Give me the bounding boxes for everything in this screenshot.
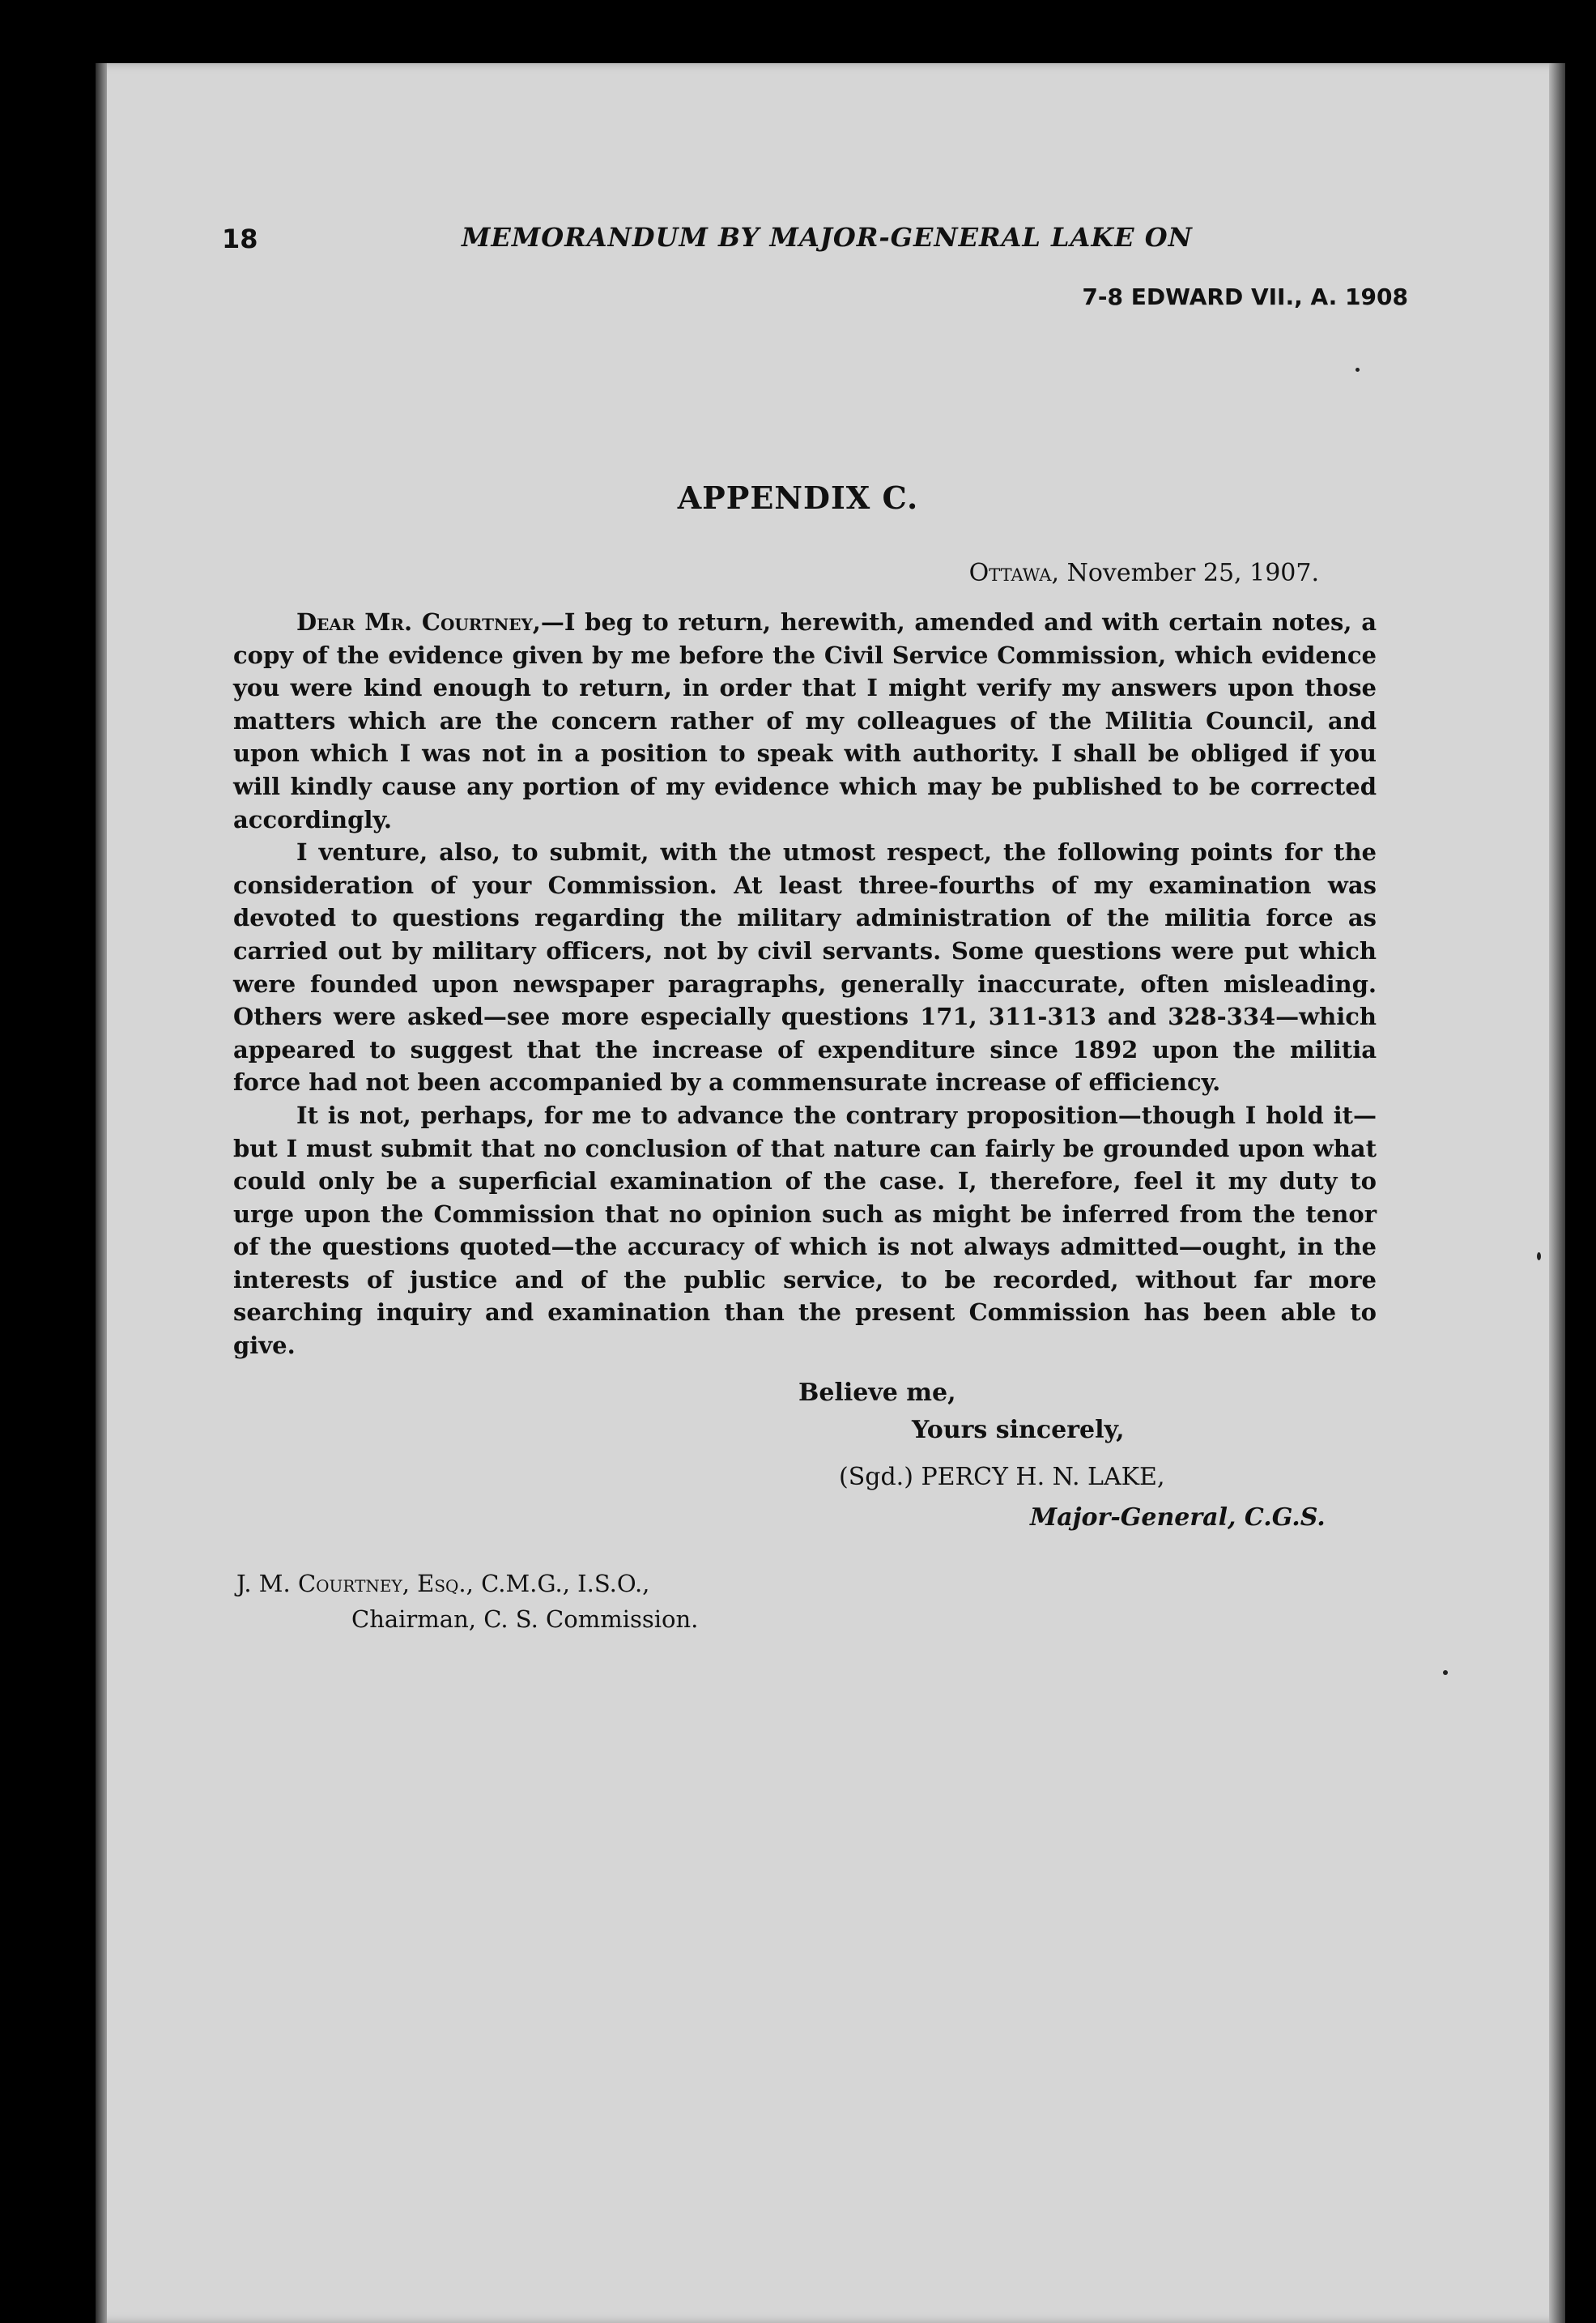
page-number: 18 (222, 224, 258, 254)
running-header-session: 7-8 EDWARD VII., A. 1908 (1082, 283, 1408, 310)
addressee-name: J. M. Courtney, Esq., (236, 1570, 474, 1597)
addressee-honours: C.M.G., I.S.O., (481, 1570, 650, 1597)
letter-salutation: Dear Mr. Courtney, (296, 608, 541, 636)
letter-paragraph-3: It is not, perhaps, for me to advance the contrary proposition—though I hold it—but I must submit that no conclusion of that nature can fairly be grounded upon what could only be a superficial examination of the case. I, therefore, feel it my duty to urge upon the Commission that no opinion such as might be inferred from the tenor of the questions quoted—the accuracy of which is not always admitted—ought, in the interests of justice and of the public service, to be recorded, without far more searching inquiry and examination than the present Commission has been able to give. (233, 1101, 1377, 1360)
closing-signature: (Sgd.) PERCY H. N. LAKE, (839, 1463, 1165, 1491)
closing-believe-me: Believe me, (798, 1379, 956, 1407)
dateline-date: November 25, 1907. (1066, 559, 1319, 587)
letter-paragraph-1-text: —I beg to return, herewith, amended and with certain notes, a copy of the evidence given by me before the Civil Service Commission, which evidence you were kind enough to return, in order that I might verify my answers upon those matters which are the concern rather of my colleagues of the Militia Council, and upon which I was not in a position to speak with authority. I shall be obliged if you will kindly cause any portion of my evidence which may be published to be corrected accordingly. (233, 608, 1377, 833)
page-right-edge (1549, 63, 1565, 2323)
dateline-place: Ottawa, (968, 559, 1060, 587)
closing-signatory-title: Major-General, C.G.S. (1030, 1503, 1326, 1532)
scan-speck (1443, 1670, 1448, 1675)
addressee-position: Chairman, C. S. Commission. (351, 1605, 699, 1633)
closing-yours-sincerely: Yours sincerely, (912, 1416, 1125, 1444)
scan-speck (1537, 1252, 1541, 1260)
appendix-heading: APPENDIX C. (677, 480, 919, 516)
letter-paragraph-2: I venture, also, to submit, with the utmost respect, the following points for the consideration of your Commission. At least three-fourths of my examination was devoted to questions regarding the military administration of the militia force as carried out by military officers, not by civil servants. Some questions were put which were founded upon newspaper paragraphs, generally inaccurate, often misleading. Others were asked—see more especially questions 171, 311-313 and 328-334—which appeared to suggest that the increase of expenditure since 1892 upon the militia force had not been accompanied by a commensurate increase of efficiency. (233, 838, 1377, 1097)
scan-speck (1356, 368, 1360, 372)
letter-body (233, 606, 1377, 1362)
running-header-title: MEMORANDUM BY MAJOR-GENERAL LAKE ON (462, 222, 1193, 253)
page-left-edge (96, 63, 107, 2323)
letter-paragraph-1 (233, 606, 1377, 836)
letter-dateline (969, 559, 1319, 587)
addressee-name-line (236, 1570, 649, 1597)
